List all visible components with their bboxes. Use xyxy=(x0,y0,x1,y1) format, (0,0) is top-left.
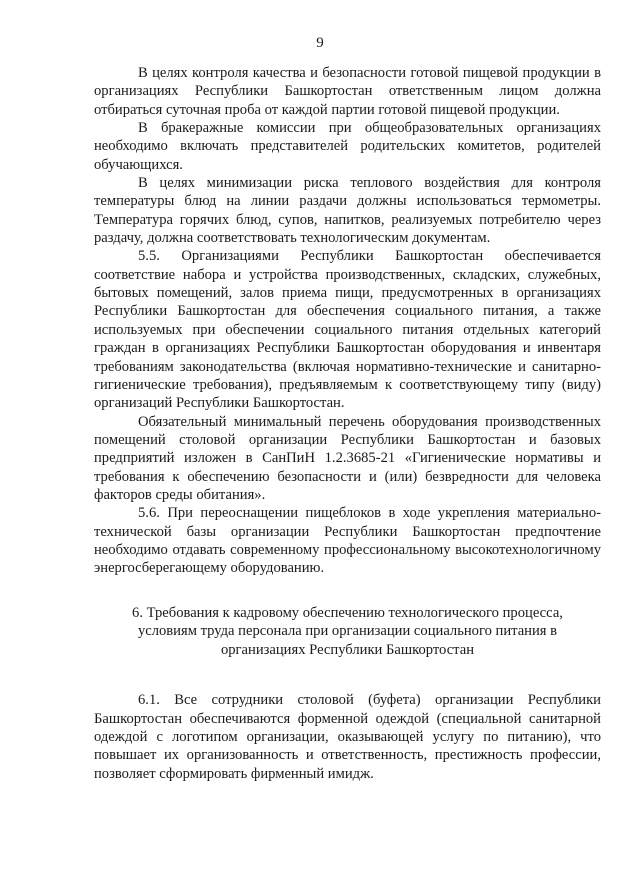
section-6-heading xyxy=(94,604,601,660)
paragraph-rejection-commission: В бракеражные комиссии при общеобразовательных организациях необходимо включать представителей родительских комитетов, родителей обучающихся. xyxy=(94,120,601,173)
paragraph-equipment-list: Обязательный минимальный перечень оборудования производственных помещений столовой организации Республики Башкортостан и базовых предприятий изложен в СанПиН 1.2.3685-21 «Гигиенические нормативы и требования к обеспечению безопасности и (или) безвредности для человека факторов среды обитания». xyxy=(94,413,601,503)
paragraph-section-5-6: 5.6. При переоснащении пищеблоков в ходе укрепления материально-технической базы организации Республики Башкортостан предпочтение необходимо отдавать современному профессиональному высокотехнологичному энергосберегающему оборудованию. xyxy=(94,505,601,577)
section-6-heading-line-2: условиям труда персонала при организации социального питания в xyxy=(137,623,558,640)
page-number: 9 xyxy=(316,35,324,51)
section-6-heading-line-1: 6. Требования к кадровому обеспечению технологического процесса, xyxy=(132,604,563,621)
paragraph-daily-sample: В целях контроля качества и безопасности готовой пищевой продукции в организациях Республики Башкортостан ответственным лицом должна отбираться суточная проба от каждой партии готовой пищевой продукции. xyxy=(94,65,601,118)
paragraph-temperature-control: В целях минимизации риска теплового воздействия для контроля температуры блюд на линии раздачи должны использоваться термометры. Температура горячих блюд, супов, напитков, реализуемых потребителю через раздачу, должна соответствовать технологическим документам. xyxy=(94,175,601,247)
document-body xyxy=(94,64,601,783)
paragraph-section-5-5: 5.5. Организациями Республики Башкортостан обеспечивается соответствие набора и устройства производственных, складских, служебных, бытовых помещений, залов приема пищи, предусмотренных в организациях Республики Башкортостан для обеспечения социального питания, а также используемых при обеспечении социального питания отдельных категорий граждан в организациях Республики Башкортостан оборудования и инвентаря требованиям законодательства (включая нормативно-технические и санитарно-гигиенические требования), предъявляемым к соответствующему типу (виду) организаций Республики Башкортостан. xyxy=(94,248,601,412)
paragraph-section-6-1: 6.1. Все сотрудники столовой (буфета) организации Республики Башкортостан обеспечиваются форменной одеждой (специальной санитарной одеждой с логотипом организации, оказывающей услугу по питанию), что повышает их организованность и ответственность, престижность профессии, позволяет сформировать фирменный имидж. xyxy=(94,692,601,782)
section-6-heading-line-3: организациях Республики Башкортостан xyxy=(220,641,475,658)
